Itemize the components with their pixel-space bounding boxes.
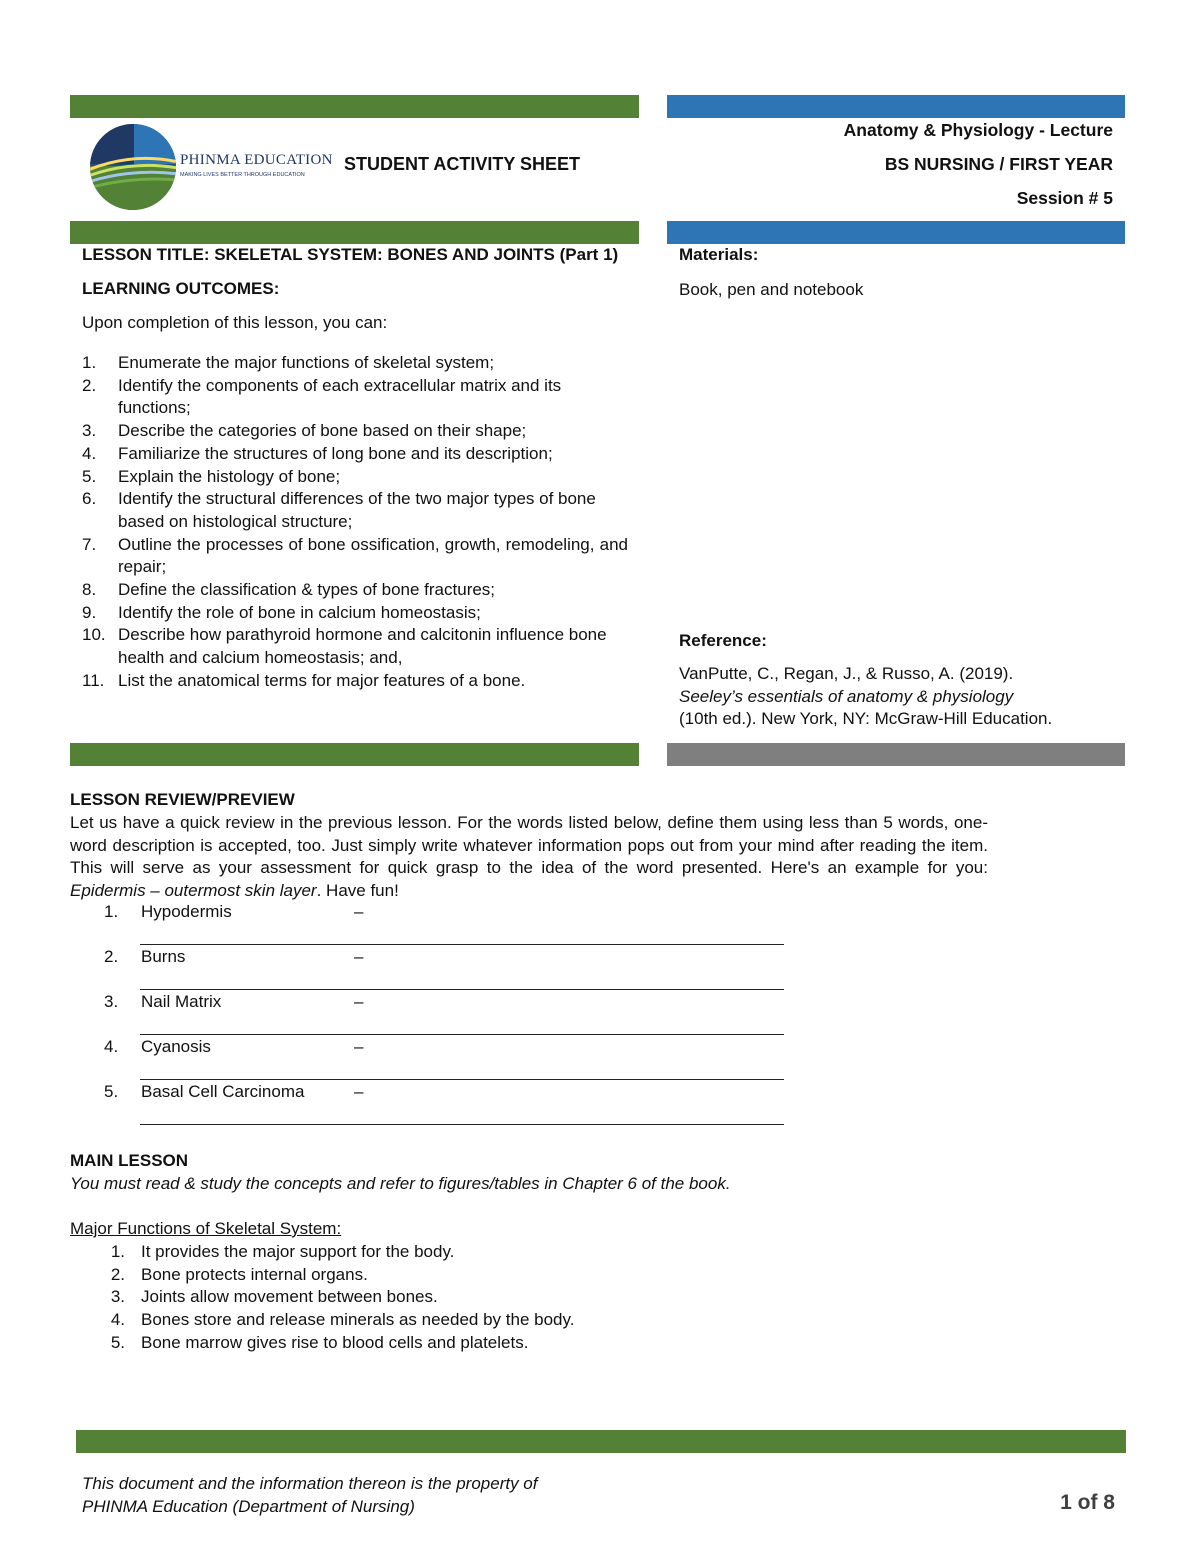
outcome-item: [82, 375, 628, 420]
outcome-text: Outline the processes of bone ossification, growth, remodeling, and repair;: [118, 534, 628, 577]
review-item-dash: –: [354, 947, 364, 966]
review-item-number: 4.: [104, 1037, 119, 1056]
outcome-number: 6.: [82, 489, 97, 509]
review-answer-line[interactable]: [140, 944, 784, 945]
review-example: Epidermis – outermost skin layer: [70, 881, 317, 901]
outcome-item: [82, 443, 628, 466]
function-item: [97, 1264, 797, 1287]
outcome-text: Define the classification & types of bone fractures;: [118, 580, 496, 600]
outcome-text: Identify the structural differences of the two major types of bone based on histological structure;: [118, 489, 596, 531]
outcome-number: 1.: [82, 353, 97, 372]
outcome-number: 11.: [82, 670, 105, 690]
outcome-text: Familiarize the structures of long bone and its description;: [118, 443, 553, 463]
main-lesson-heading: MAIN LESSON: [70, 1151, 189, 1170]
reference-book-title: Seeley’s essentials of anatomy & physiology: [679, 686, 1014, 706]
review-item-dash: –: [354, 902, 364, 921]
function-number: 1.: [110, 1242, 125, 1261]
section-green-bar: [70, 221, 639, 244]
review-item-dash: –: [354, 992, 364, 1011]
function-item: [97, 1241, 797, 1264]
header-green-bar: [70, 95, 639, 118]
outcome-number: 5.: [82, 466, 97, 486]
section-end-gray-bar: [667, 743, 1125, 766]
review-answer-line[interactable]: [140, 1079, 784, 1080]
section-end-green-bar: [70, 743, 639, 766]
section-blue-bar: [667, 221, 1125, 244]
review-item-term: Nail Matrix: [141, 992, 222, 1011]
outcome-text: Describe the categories of bone based on their shape;: [118, 421, 527, 441]
review-heading: LESSON REVIEW/PREVIEW: [70, 790, 295, 809]
session-number: Session # 5: [1016, 188, 1113, 208]
reference-authors: VanPutte, C., Regan, J., & Russo, A. (2019).: [679, 664, 1014, 683]
phinma-logo: [88, 122, 333, 214]
outcome-text: List the anatomical terms for major features of a bone.: [118, 670, 526, 690]
review-item-number: 1.: [104, 902, 119, 921]
materials-text: Book, pen and notebook: [679, 280, 864, 299]
outcome-item: [82, 534, 628, 579]
outcomes-intro: Upon completion of this lesson, you can:: [82, 313, 388, 332]
outcome-item: [82, 466, 628, 489]
function-text: Bone protects internal organs.: [141, 1264, 368, 1284]
function-text: Bones store and release minerals as needed by the body.: [141, 1310, 575, 1330]
outcome-number: 8.: [82, 580, 97, 600]
reference-heading: Reference:: [679, 631, 767, 650]
function-text: Bone marrow gives rise to blood cells and platelets.: [141, 1332, 529, 1352]
outcome-number: 7.: [82, 534, 97, 554]
function-number: 5.: [110, 1332, 125, 1352]
materials-heading: Materials:: [679, 245, 759, 264]
review-item-dash: –: [354, 1037, 364, 1056]
outcome-item: [82, 670, 628, 693]
reference-publisher: (10th ed.). New York, NY: McGraw-Hill Education.: [679, 709, 1053, 728]
review-item-term: Basal Cell Carcinoma: [141, 1082, 305, 1101]
logo-tagline: MAKING LIVES BETTER THROUGH EDUCATION: [180, 172, 305, 178]
review-paragraph-text: Let us have a quick review in the previous lesson. For the words listed below, define them using less than 5 words, one-word description is accepted, too. Just simply write whatever information pops out from your mind after reading the item. This will serve as your assessment for quick grasp to the idea of the word presented. Here's an example for you:: [70, 813, 988, 878]
outcome-item: [82, 488, 628, 533]
outcome-text: Identify the role of bone in calcium homeostasis;: [118, 602, 481, 622]
function-number: 4.: [110, 1310, 125, 1330]
outcome-text: Identify the components of each extracellular matrix and its functions;: [118, 375, 562, 418]
function-item: [97, 1309, 797, 1332]
review-item-term: Hypodermis: [141, 902, 232, 921]
sheet-title: STUDENT ACTIVITY SHEET: [344, 154, 581, 174]
reference-block: [679, 663, 1119, 731]
outcome-number: 2.: [82, 375, 97, 395]
logo-name: PHINMA EDUCATION: [180, 152, 333, 168]
function-number: 2.: [110, 1264, 125, 1284]
course-title: Anatomy & Physiology - Lecture: [843, 120, 1113, 140]
outcome-text: Explain the histology of bone;: [118, 466, 341, 486]
outcome-text: Describe how parathyroid hormone and calcitonin influence bone health and calcium homeostasis; and,: [118, 625, 607, 668]
lesson-title: LESSON TITLE: SKELETAL SYSTEM: BONES AND JOINTS (Part 1): [82, 245, 619, 264]
function-item: [97, 1332, 797, 1355]
review-answer-line[interactable]: [140, 1034, 784, 1035]
function-text: Joints allow movement between bones.: [141, 1287, 438, 1307]
outcome-number: 4.: [82, 443, 97, 463]
footer-line-2: PHINMA Education (Department of Nursing): [82, 1497, 415, 1516]
header-blue-bar: [667, 95, 1125, 118]
function-item: [97, 1286, 797, 1309]
footer-note: [82, 1472, 537, 1518]
review-item-term: Cyanosis: [141, 1037, 211, 1056]
review-paragraph: [70, 812, 988, 903]
functions-subheading: Major Functions of Skeletal System:: [70, 1219, 342, 1238]
review-answer-line[interactable]: [140, 1124, 784, 1125]
outcome-item: [82, 352, 628, 375]
review-paragraph-end: . Have fun!: [316, 881, 399, 901]
logo-emblem-icon: [88, 122, 178, 212]
outcome-item: [82, 602, 628, 625]
footer-line-1: This document and the information thereon is the property of: [82, 1474, 538, 1493]
outcome-item: [82, 579, 628, 602]
review-item-number: 2.: [104, 947, 119, 966]
outcome-number: 3.: [82, 421, 97, 441]
review-item-term: Burns: [141, 947, 186, 966]
outcome-text: Enumerate the major functions of skeletal system;: [118, 353, 495, 372]
main-lesson-instruction: You must read & study the concepts and refer to figures/tables in Chapter 6 of the book.: [70, 1174, 731, 1193]
function-text: It provides the major support for the body.: [141, 1242, 455, 1261]
outcomes-heading: LEARNING OUTCOMES:: [82, 279, 280, 298]
review-item-number: 5.: [104, 1082, 119, 1101]
outcome-number: 9.: [82, 602, 97, 622]
review-item-number: 3.: [104, 992, 119, 1011]
review-item-dash: –: [354, 1082, 364, 1101]
program-title: BS NURSING / FIRST YEAR: [884, 154, 1113, 174]
functions-list: [97, 1241, 797, 1355]
outcome-number: 10.: [82, 625, 106, 645]
function-number: 3.: [110, 1287, 125, 1307]
lesson-column: [82, 244, 628, 693]
review-answer-line[interactable]: [140, 989, 784, 990]
outcome-item: [82, 624, 628, 669]
outcome-item: [82, 420, 628, 443]
outcomes-list: [82, 352, 628, 693]
page-number: 1 of 8: [1060, 1491, 1115, 1514]
footer-green-bar: [76, 1430, 1126, 1453]
